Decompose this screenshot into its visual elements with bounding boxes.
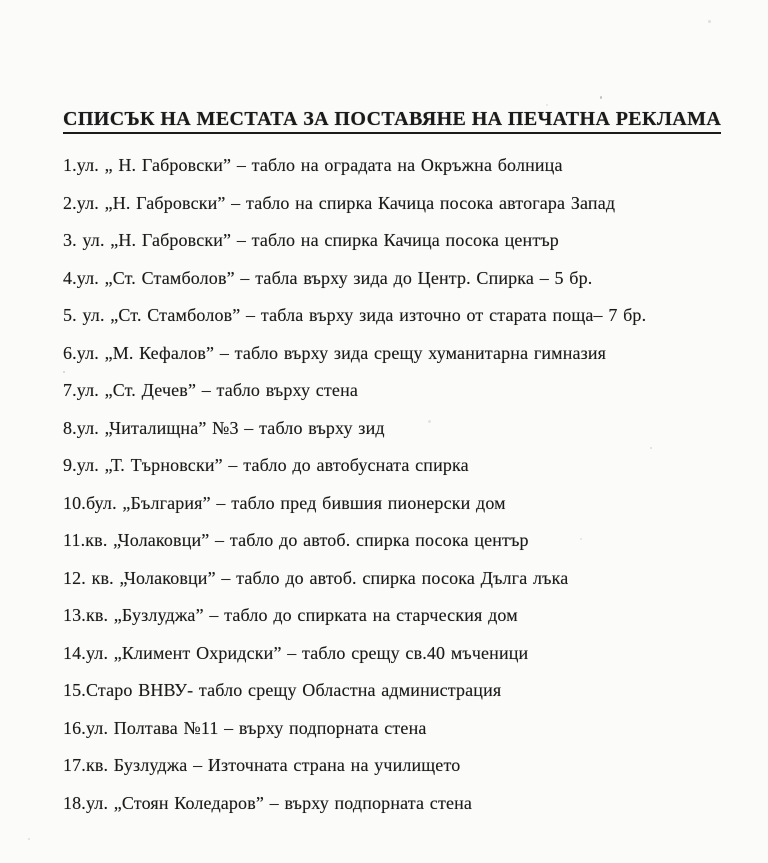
scan-speck [546,104,548,106]
scan-speck [600,96,602,99]
list-item: 16.ул. Полтава №11 – върху подпорната стена [63,717,427,738]
list-item: 15.Старо ВНВУ- табло срещу Областна администрация [63,680,502,700]
list-item: 13.кв. „Бузлуджа” – табло до спирката на старческия дом [63,605,518,625]
list-item: 2.ул. „Н. Габровски” – табло на спирка Качица посока автогара Запад [63,192,616,213]
list-item: 9.ул. „Т. Търновски” – табло до автобусната спирка [63,455,469,475]
scan-speck [580,538,582,540]
list-item: 7.ул. „Ст. Дечев” – табло върху стена [63,380,358,400]
scan-speck [333,761,335,763]
scan-speck [708,20,711,23]
list-item: 1.ул. „ Н. Габровски” – табло на оградата на Окръжна болница [63,155,563,175]
page-title-text: СПИСЪК НА МЕСТАТА ЗА ПОСТАВЯНЕ НА ПЕЧАТНА РЕКЛАМА [63,108,721,134]
list-item: 8.ул. „Читалищна” №3 – табло върху зид [63,417,385,438]
location-list [63,155,720,814]
list-item: 10.бул. „България” – табло пред бившия пионерски дом [63,492,506,513]
page-title [63,106,720,132]
list-item: 17.кв. Бузлуджа – Източната страна на училището [63,755,461,775]
list-item: 3. ул. „Н. Габровски” – табло на спирка Качица посока център [63,230,559,250]
scan-speck [28,838,30,840]
list-item: 6.ул. „М. Кефалов” – табло върху зида срещу хуманитарна гимназия [63,342,607,363]
scan-speck [650,447,652,449]
list-item: 12. кв. „Чолаковци” – табло до автоб. спирка посока Дълга лъка [63,567,569,588]
list-item: 11.кв. „Чолаковци” – табло до автоб. спирка посока център [63,530,529,550]
list-item: 4.ул. „Ст. Стамболов” – табла върху зида до Центр. Спирка – 5 бр. [63,267,593,288]
scan-speck [63,371,65,373]
list-item: 18.ул. „Стоян Коледаров” – върху подпорната стена [63,792,473,813]
list-item: 5. ул. „Ст. Стамболов” – табла върху зида източно от старата поща– 7 бр. [63,305,647,325]
list-item: 14.ул. „Климент Охридски” – табло срещу св.40 мъченици [63,642,529,663]
scan-speck [428,420,431,423]
